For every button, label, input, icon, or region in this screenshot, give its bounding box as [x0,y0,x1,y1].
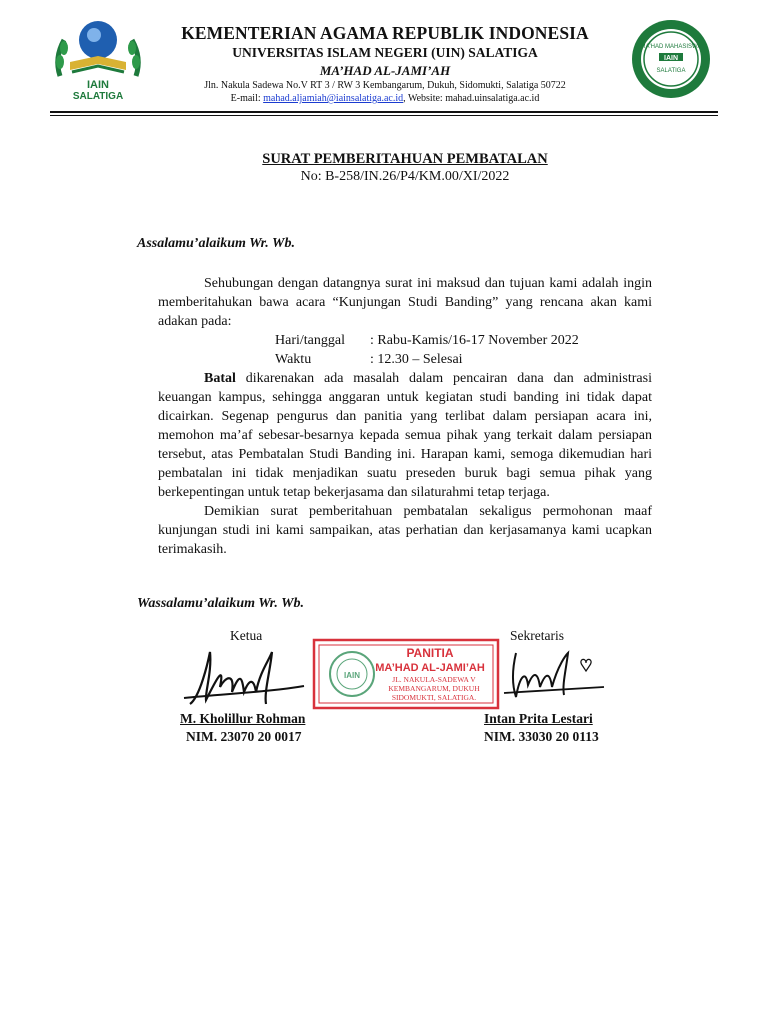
schedule-row [275,331,652,350]
svg-text:SIDOMUKTI, SALATIGA.: SIDOMUKTI, SALATIGA. [391,693,477,702]
svg-text:JL. NAKULA-SADEWA V: JL. NAKULA-SADEWA V [392,675,476,684]
address: Jln. Nakula Sadewa No.V RT 3 / RW 3 Kembangarum, Dukuh, Sidomukti, Salatiga 50722 [204,80,566,91]
mahad-seal-logo [626,18,716,100]
letter-title [150,150,660,186]
paragraph-intro: Sehubungan dengan datangnya surat ini maksud dan tujuan kami adalah ingin memberitahukan bawa acara “Kunjungan Studi Banding” yang rencana akan kami adakan pada: [158,276,652,329]
schedule [275,331,652,369]
secretary-name: Intan Prita Lestari [484,711,593,726]
schedule-key: Waktu [275,352,312,367]
chair-signature [180,642,310,712]
unit-name: MA’HAD AL-JAMI’AH [319,63,451,78]
contact-line [160,93,610,105]
svg-text:KEMBANGARUM, DUKUH: KEMBANGARUM, DUKUH [388,684,480,693]
letterhead-divider-thin [50,115,718,116]
svg-text:SALATIGA: SALATIGA [656,68,686,74]
schedule-row [275,350,652,369]
svg-text:IAIN: IAIN [87,79,109,91]
cancel-keyword: Batal [204,371,236,386]
secretary-nim: NIM. 33030 20 0113 [484,729,599,744]
svg-text:MA'HAD MAHASISWA: MA'HAD MAHASISWA [640,44,702,50]
schedule-value: : Rabu-Kamis/16-17 November 2022 [370,333,579,348]
ministry-name: KEMENTERIAN AGAMA REPUBLIK INDONESIA [181,23,589,43]
university-name: UNIVERSITAS ISLAM NEGERI (UIN) SALATIGA [232,45,538,60]
letter-heading: SURAT PEMBERITAHUAN PEMBATALAN [262,151,548,167]
closing-greeting: Wassalamu’alaikum Wr. Wb. [137,596,305,611]
letterhead [160,22,610,105]
greeting: Assalamu’alaikum Wr. Wb. [137,236,295,251]
email-link[interactable]: mahad.aljamiah@iainsalatiga.ac.id [263,93,404,104]
schedule-key: Hari/tanggal [275,333,345,348]
paragraph-closing: Demikian surat pemberitahuan pembatalan sekaligus permohonan maaf kunjungan studi ini kami sampaikan, atas perhatian dan kerjasamanya kami ucapkan terimakasih. [158,504,652,557]
secretary-role: Sekretaris [510,628,564,643]
svg-text:IAIN: IAIN [344,671,360,680]
chair-name: M. Kholillur Rohman [180,711,306,726]
secretary-signature [486,645,616,707]
cancellation-text: dikarenakan ada masalah dalam pencairan dana dan administrasi keuangan kampus, sehingga anggaran untuk kegiatan studi banding ini tidak dapat dicairkan. Segenap pengurus dan panitia yang terlibat dalam persiapan acara ini, memohon ma’af sebesar-besarnya kepada semua pihak yang terkait dalam persiapan tersebut, atas Pembatalan Studi Banding ini. Harapan kami, semoga dikemudian hari pembatalan ini tidak menjadikan suatu preseden buruk bagi semua pihak yang berkepentingan untuk tetap bekerjasama dan silaturahmi tetap terjaga. [158,371,652,500]
email-label: E-mail: [230,93,264,104]
committee-stamp [312,638,500,710]
svg-text:PANITIA: PANITIA [406,646,454,660]
chair-nim: NIM. 23070 20 0017 [186,729,302,744]
letter-number: No: B-258/IN.26/P4/KM.00/XI/2022 [300,169,510,184]
paragraph-cancellation [158,369,652,502]
svg-text:SALATIGA: SALATIGA [72,91,124,102]
chair-role: Ketua [230,628,263,643]
svg-text:IAIN: IAIN [664,55,678,62]
letter-body [158,274,652,559]
svg-text:MA’HAD AL-JAMI’AH: MA’HAD AL-JAMI’AH [375,662,485,674]
iain-salatiga-logo [50,18,146,102]
letterhead-divider [50,111,718,113]
schedule-value: : 12.30 – Selesai [370,352,463,367]
website: , Website: mahad.uinsalatiga.ac.id [403,93,540,104]
